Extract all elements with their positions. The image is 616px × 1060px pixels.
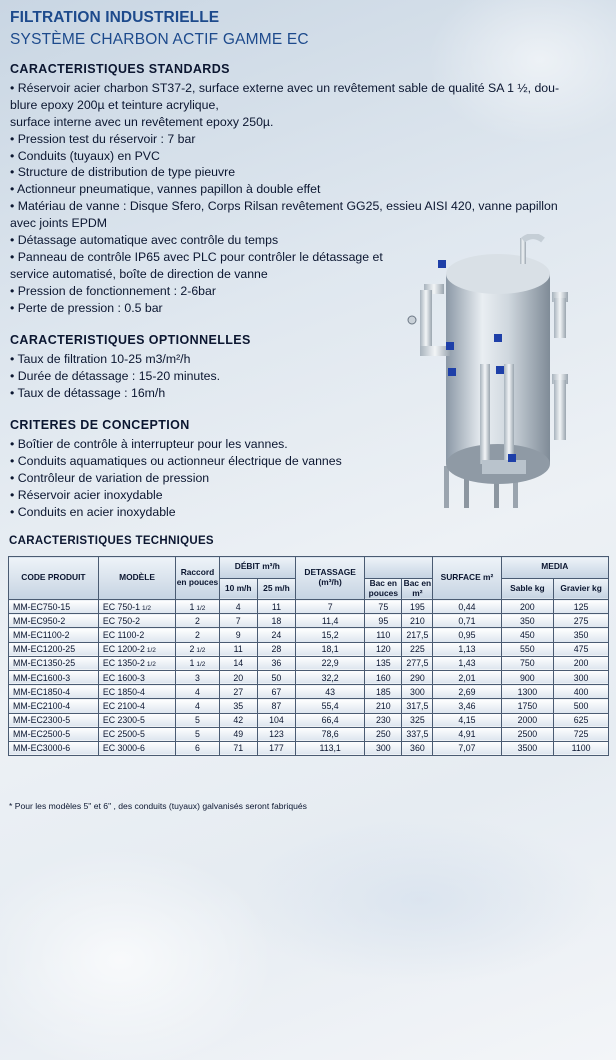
- cell-debit-25: 177: [257, 741, 295, 755]
- cell-debit-10: 35: [219, 699, 257, 713]
- cell-debit-25: 36: [257, 656, 295, 670]
- cell-detassage: 11,4: [296, 614, 365, 628]
- cell-raccord: 5: [176, 727, 219, 741]
- cell-bac-m2: 277,5: [402, 656, 433, 670]
- cell-debit-10: 11: [219, 642, 257, 656]
- feature-line: • Perte de pression : 0.5 bar: [10, 300, 163, 315]
- cell-model: EC 3000-6: [98, 741, 175, 755]
- cell-model: EC 2100-4: [98, 699, 175, 713]
- cell-detassage: 55,4: [296, 699, 365, 713]
- cell-surface: 1,13: [433, 642, 501, 656]
- header-bac-m2: Bac en m²: [403, 578, 432, 598]
- cell-debit-25: 28: [257, 642, 295, 656]
- cell-bac-pouces: 230: [365, 713, 402, 727]
- cell-raccord: 2: [176, 628, 219, 642]
- cell-debit-25: 123: [257, 727, 295, 741]
- cell-raccord: 6: [176, 741, 219, 755]
- header-sable: Sable kg: [501, 578, 554, 600]
- table-row: [9, 600, 609, 614]
- cell-surface: 0,71: [433, 614, 501, 628]
- cell-surface: 4,91: [433, 727, 501, 741]
- feature-line: • Pression test du réservoir : 7 bar: [10, 131, 196, 146]
- tech-specs-table: [8, 556, 609, 756]
- cell-surface: 7,07: [433, 741, 501, 755]
- feature-line: • Détassage automatique avec contrôle du temps: [10, 233, 279, 248]
- cell-debit-25: 67: [257, 685, 295, 699]
- cell-detassage: 113,1: [296, 741, 365, 755]
- cell-raccord: 1 1/2: [176, 600, 219, 614]
- cell-surface: 2,01: [433, 670, 501, 684]
- cell-debit-10: 14: [219, 656, 257, 670]
- table-row: [9, 741, 609, 755]
- feature-line: • Taux de filtration 10-25 m3/m²/h: [10, 351, 191, 366]
- feature-line: • Actionneur pneumatique, vannes papillon à double effet: [10, 182, 321, 197]
- cell-model: EC 1600-3: [98, 670, 175, 684]
- table-row: [9, 628, 609, 642]
- cell-model: EC 1350-2 1/2: [98, 656, 175, 670]
- header-debit: DÉBIT m³/h: [219, 557, 295, 579]
- table-row: [9, 713, 609, 727]
- table-row: [9, 642, 609, 656]
- feature-line: • Conduits (tuyaux) en PVC: [10, 148, 160, 163]
- feature-line: • Durée de détassage : 15-20 minutes.: [10, 368, 221, 383]
- feature-line: • Pression de fonctionnement : 2-6bar: [10, 283, 216, 298]
- header-media: MEDIA: [501, 557, 608, 579]
- cell-debit-10: 7: [219, 614, 257, 628]
- cell-surface: 0,44: [433, 600, 501, 614]
- cell-code: MM-EC1600-3: [9, 670, 99, 684]
- cell-raccord: 5: [176, 713, 219, 727]
- cell-raccord: 1 1/2: [176, 656, 219, 670]
- cell-detassage: 18,1: [296, 642, 365, 656]
- cell-raccord: 2 1/2: [176, 642, 219, 656]
- cell-bac-m2: 360: [402, 741, 433, 755]
- feature-line: service automatisé, boîte de direction de vanne: [10, 266, 268, 281]
- table-row: [9, 614, 609, 628]
- cell-gravier: 400: [554, 685, 609, 699]
- cell-sable: 1300: [501, 685, 554, 699]
- table-row: [9, 727, 609, 741]
- cell-raccord: 4: [176, 699, 219, 713]
- cell-raccord: 3: [176, 670, 219, 684]
- cell-bac-m2: 337,5: [402, 727, 433, 741]
- cell-code: MM-EC2100-4: [9, 699, 99, 713]
- cell-gravier: 200: [554, 656, 609, 670]
- header-gravier: Gravier kg: [554, 578, 609, 600]
- feature-line: • Conduits aquamatiques ou actionneur électrique de vannes: [10, 453, 342, 468]
- cell-bac-pouces: 185: [365, 685, 402, 699]
- cell-surface: 3,46: [433, 699, 501, 713]
- cell-surface: 0,95: [433, 628, 501, 642]
- cell-sable: 1750: [501, 699, 554, 713]
- cell-detassage: 78,6: [296, 727, 365, 741]
- cell-bac-pouces: 210: [365, 699, 402, 713]
- cell-gravier: 350: [554, 628, 609, 642]
- header-debit-25: 25 m/h: [257, 578, 295, 600]
- optional-features-heading: CARACTERISTIQUES OPTIONNELLES: [10, 333, 251, 347]
- cell-debit-10: 71: [219, 741, 257, 755]
- cell-debit-25: 50: [257, 670, 295, 684]
- cell-code: MM-EC1100-2: [9, 628, 99, 642]
- cell-gravier: 300: [554, 670, 609, 684]
- cell-gravier: 125: [554, 600, 609, 614]
- header-raccord: Raccord en pouces: [176, 557, 219, 600]
- filter-tank-image: [402, 234, 582, 510]
- feature-line: • Taux de détassage : 16m/h: [10, 385, 166, 400]
- cell-sable: 200: [501, 600, 554, 614]
- cell-detassage: 32,2: [296, 670, 365, 684]
- cell-bac-m2: 317,5: [402, 699, 433, 713]
- cell-debit-25: 11: [257, 600, 295, 614]
- feature-line: surface interne avec un revêtement epoxy 250µ.: [10, 114, 274, 129]
- table-row: [9, 699, 609, 713]
- cell-gravier: 725: [554, 727, 609, 741]
- cell-detassage: 22,9: [296, 656, 365, 670]
- cell-bac-pouces: 120: [365, 642, 402, 656]
- cell-bac-pouces: 110: [365, 628, 402, 642]
- page-title: FILTRATION INDUSTRIELLE: [10, 9, 220, 26]
- feature-line: • Structure de distribution de type pieuvre: [10, 165, 236, 180]
- cell-sable: 450: [501, 628, 554, 642]
- cell-debit-10: 4: [219, 600, 257, 614]
- cell-debit-25: 87: [257, 699, 295, 713]
- cell-code: MM-EC1200-25: [9, 642, 99, 656]
- cell-code: MM-EC1850-4: [9, 685, 99, 699]
- feature-line: avec joints EPDM: [10, 216, 108, 231]
- cell-model: EC 1850-4: [98, 685, 175, 699]
- cell-bac-pouces: 75: [365, 600, 402, 614]
- cell-gravier: 625: [554, 713, 609, 727]
- cell-bac-m2: 195: [402, 600, 433, 614]
- feature-line: • Réservoir acier charbon ST37-2, surface externe avec un revêtement sable de qualité SA 1 ½, dou-: [10, 80, 560, 95]
- cell-bac-pouces: 300: [365, 741, 402, 755]
- cell-bac-pouces: 95: [365, 614, 402, 628]
- cell-bac-pouces: 160: [365, 670, 402, 684]
- cell-sable: 3500: [501, 741, 554, 755]
- cell-sable: 550: [501, 642, 554, 656]
- cell-raccord: 2: [176, 614, 219, 628]
- tech-specs-title: CARACTERISTIQUES TECHNIQUES: [9, 535, 214, 547]
- cell-gravier: 275: [554, 614, 609, 628]
- feature-line: • Matériau de vanne : Disque Sfero, Corps Rilsan revêtement GG25, essieu AISI 420, vanne papillon: [10, 199, 558, 214]
- header-debit-10: 10 m/h: [219, 578, 257, 600]
- cell-model: EC 2300-5: [98, 713, 175, 727]
- feature-line: • Contrôleur de variation de pression: [10, 470, 210, 485]
- cell-bac-m2: 325: [402, 713, 433, 727]
- cell-sable: 2500: [501, 727, 554, 741]
- footnote: * Pour les modèles 5" et 6" , des conduits (tuyaux) galvanisés seront fabriqués: [9, 801, 307, 811]
- standard-features-heading: CARACTERISTIQUES STANDARDS: [10, 62, 230, 76]
- cell-raccord: 4: [176, 685, 219, 699]
- cell-detassage: 43: [296, 685, 365, 699]
- cell-gravier: 475: [554, 642, 609, 656]
- header-bac-pouces: Bac en pouces: [365, 578, 402, 600]
- header-detassage: DETASSAGE (m³/h): [296, 557, 365, 600]
- cell-sable: 900: [501, 670, 554, 684]
- cell-model: EC 1200-2 1/2: [98, 642, 175, 656]
- cell-bac-m2: 210: [402, 614, 433, 628]
- cell-debit-10: 27: [219, 685, 257, 699]
- feature-line: • Réservoir acier inoxydable: [10, 487, 163, 502]
- cell-debit-10: 49: [219, 727, 257, 741]
- cell-debit-10: 42: [219, 713, 257, 727]
- cell-model: EC 750-2: [98, 614, 175, 628]
- cell-model: EC 2500-5: [98, 727, 175, 741]
- cell-code: MM-EC3000-6: [9, 741, 99, 755]
- cell-sable: 2000: [501, 713, 554, 727]
- feature-line: • Panneau de contrôle IP65 avec PLC pour contrôler le détassage et: [10, 249, 383, 264]
- header-code: CODE PRODUIT: [9, 557, 99, 600]
- cell-debit-25: 104: [257, 713, 295, 727]
- cell-surface: 4,15: [433, 713, 501, 727]
- cell-bac-pouces: 250: [365, 727, 402, 741]
- cell-surface: 1,43: [433, 656, 501, 670]
- cell-model: EC 1100-2: [98, 628, 175, 642]
- cell-code: MM-EC2500-5: [9, 727, 99, 741]
- cell-bac-m2: 290: [402, 670, 433, 684]
- table-row: [9, 685, 609, 699]
- cell-surface: 2,69: [433, 685, 501, 699]
- cell-model: EC 750-1 1/2: [98, 600, 175, 614]
- cell-bac-pouces: 135: [365, 656, 402, 670]
- cell-code: MM-EC950-2: [9, 614, 99, 628]
- cell-debit-10: 9: [219, 628, 257, 642]
- cell-sable: 750: [501, 656, 554, 670]
- feature-line: • Conduits en acier inoxydable: [10, 504, 176, 519]
- header-model: MODÈLE: [98, 557, 175, 600]
- header-surface: SURFACE m²: [433, 557, 501, 600]
- cell-detassage: 15,2: [296, 628, 365, 642]
- cell-detassage: 66,4: [296, 713, 365, 727]
- feature-line: blure epoxy 200µ et teinture acrylique,: [10, 97, 219, 112]
- page-subtitle: SYSTÈME CHARBON ACTIF GAMME EC: [10, 31, 309, 48]
- cell-gravier: 1100: [554, 741, 609, 755]
- table-row: [9, 670, 609, 684]
- cell-detassage: 7: [296, 600, 365, 614]
- header-bac-group: [365, 557, 433, 579]
- cell-gravier: 500: [554, 699, 609, 713]
- cell-code: MM-EC750-15: [9, 600, 99, 614]
- cell-code: MM-EC2300-5: [9, 713, 99, 727]
- design-criteria-heading: CRITERES DE CONCEPTION: [10, 418, 190, 432]
- cell-debit-25: 24: [257, 628, 295, 642]
- cell-debit-10: 20: [219, 670, 257, 684]
- cell-code: MM-EC1350-25: [9, 656, 99, 670]
- feature-line: • Boîtier de contrôle à interrupteur pour les vannes.: [10, 436, 288, 451]
- cell-bac-m2: 225: [402, 642, 433, 656]
- cell-sable: 350: [501, 614, 554, 628]
- table-row: [9, 656, 609, 670]
- cell-bac-m2: 217,5: [402, 628, 433, 642]
- cell-debit-25: 18: [257, 614, 295, 628]
- cell-bac-m2: 300: [402, 685, 433, 699]
